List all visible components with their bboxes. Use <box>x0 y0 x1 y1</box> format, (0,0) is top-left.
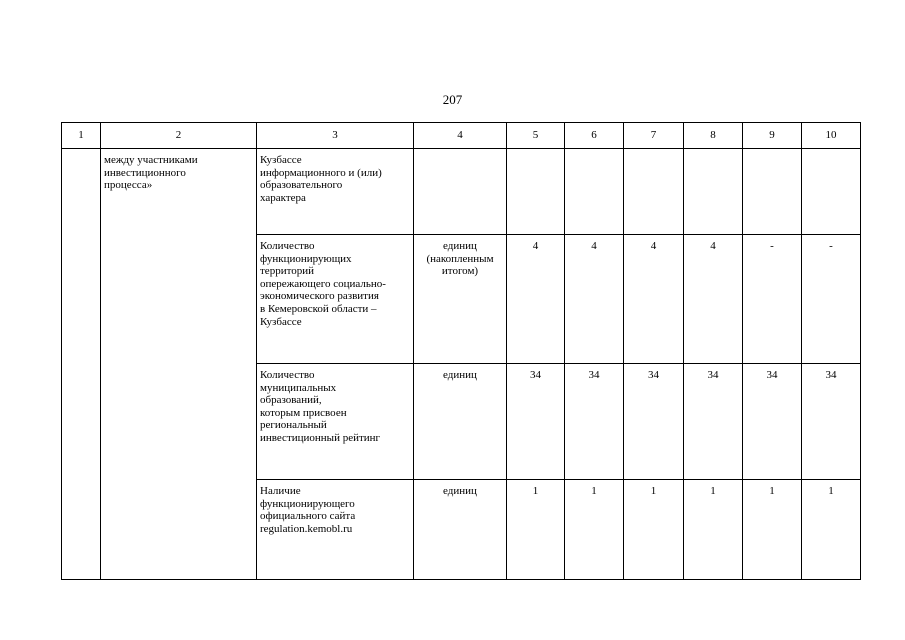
value-cell: 1 <box>507 480 565 580</box>
value-cell: 34 <box>507 364 565 480</box>
indicator-cell <box>257 364 414 480</box>
column-header-7: 7 <box>624 123 684 149</box>
value-cell: 4 <box>684 235 743 364</box>
value-cell <box>684 149 743 235</box>
value-cell: - <box>743 235 802 364</box>
page-number: 207 <box>442 92 463 107</box>
value-cell: 1 <box>565 480 624 580</box>
value-cell: 1 <box>743 480 802 580</box>
column-header-6: 6 <box>565 123 624 149</box>
goal-cell <box>101 149 257 580</box>
value-cell <box>624 149 684 235</box>
value-cell: 1 <box>802 480 861 580</box>
goal-text: между участниками инвестиционного процесса» <box>104 154 198 192</box>
unit-cell <box>414 149 507 235</box>
table-row <box>62 149 861 235</box>
indicator-cell <box>257 480 414 580</box>
value-cell <box>802 149 861 235</box>
unit-cell <box>414 364 507 480</box>
column-header-3: 3 <box>257 123 414 149</box>
indicator-text: Количество муниципальных образований, которым присвоен региональный инвестиционный рейтинг <box>260 369 381 444</box>
value-cell: 1 <box>684 480 743 580</box>
column-header-9: 9 <box>743 123 802 149</box>
indicator-text: Количество функционирующих территорий опережающего социально- экономического развития в Кемеровской области – Кузбассе <box>260 240 386 328</box>
unit-text: единиц <box>443 369 477 381</box>
value-cell: 1 <box>624 480 684 580</box>
column-header-8: 8 <box>684 123 743 149</box>
value-cell: 34 <box>743 364 802 480</box>
column-header-4: 4 <box>414 123 507 149</box>
indicator-text: Наличие функционирующего официального сайта regulation.kemobl.ru <box>260 485 356 535</box>
value-cell <box>507 149 565 235</box>
value-cell: 4 <box>565 235 624 364</box>
unit-cell <box>414 480 507 580</box>
unit-text: единиц <box>443 485 477 497</box>
column-header-10: 10 <box>802 123 861 149</box>
value-cell: - <box>802 235 861 364</box>
unit-text <box>414 149 506 154</box>
value-cell: 34 <box>565 364 624 480</box>
value-cell <box>565 149 624 235</box>
column-header-2: 2 <box>101 123 257 149</box>
value-cell: 4 <box>507 235 565 364</box>
value-cell <box>743 149 802 235</box>
indicator-text: Кузбассе информационного и (или) образовательного характера <box>260 154 382 204</box>
unit-cell <box>414 235 507 364</box>
column-header-5: 5 <box>507 123 565 149</box>
value-cell: 34 <box>684 364 743 480</box>
number-cell <box>62 149 101 580</box>
value-cell: 34 <box>802 364 861 480</box>
column-header-1: 1 <box>62 123 101 149</box>
value-cell: 34 <box>624 364 684 480</box>
unit-text: единиц (накопленным итогом) <box>426 240 494 278</box>
indicator-cell <box>257 149 414 235</box>
table-header-row <box>62 123 861 149</box>
indicators-table <box>61 122 861 580</box>
value-cell: 4 <box>624 235 684 364</box>
indicator-cell <box>257 235 414 364</box>
